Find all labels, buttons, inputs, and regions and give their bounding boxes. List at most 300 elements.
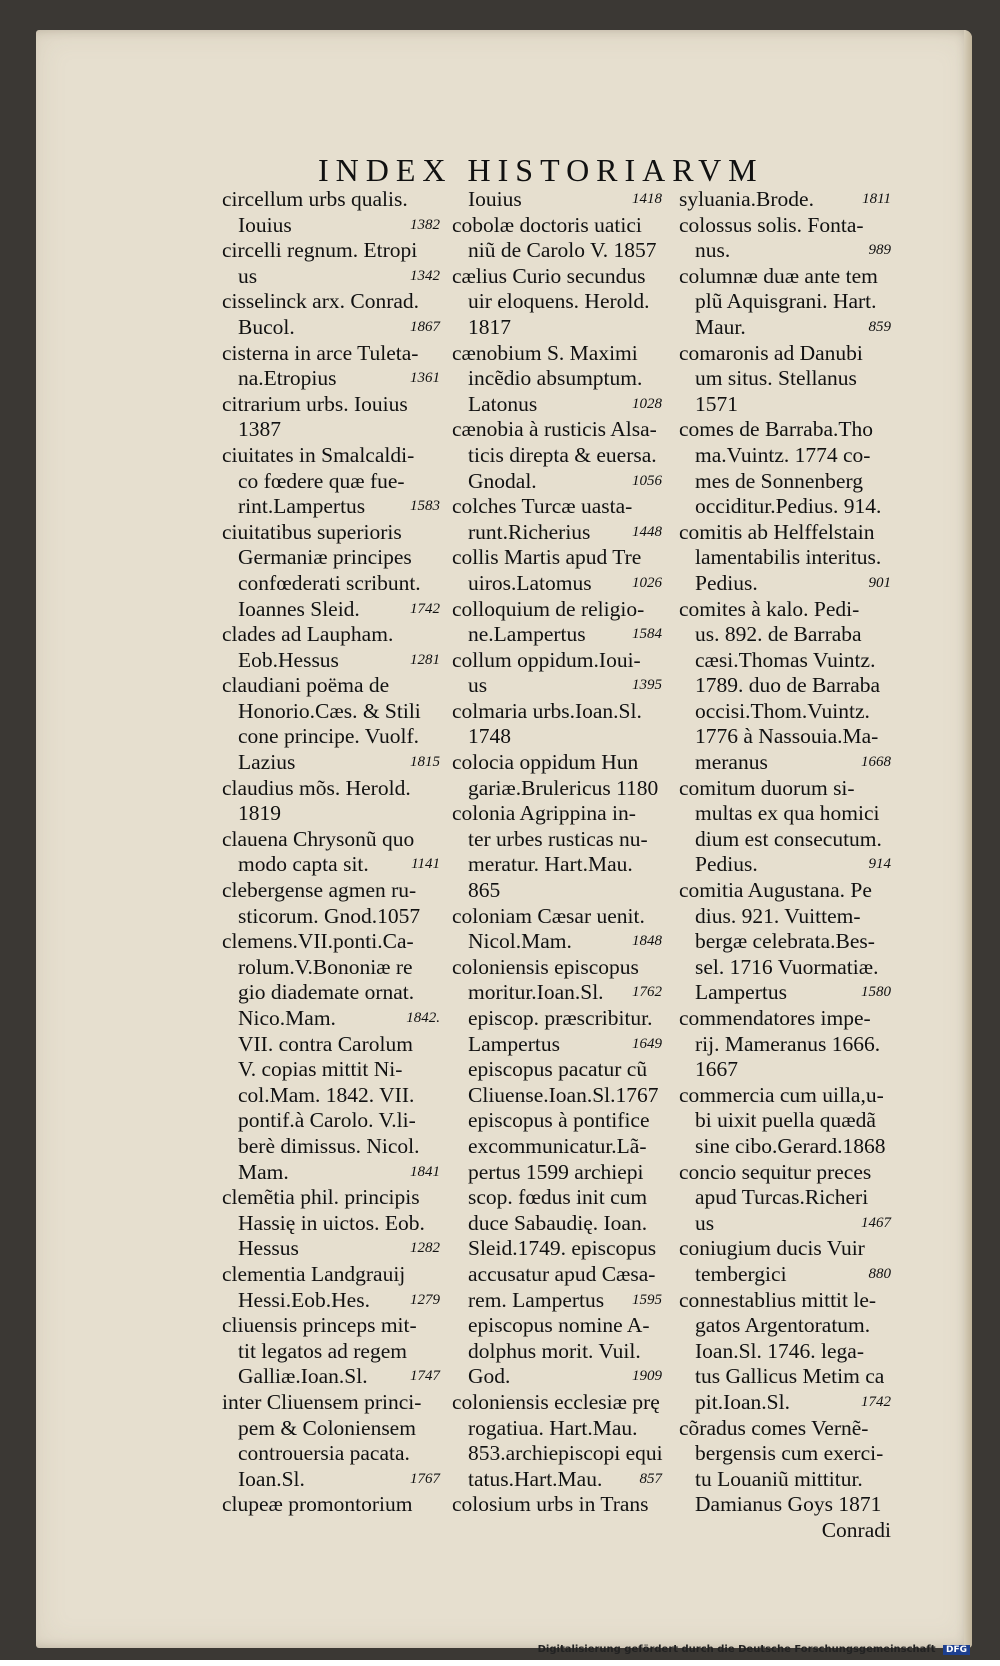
index-entry-line — [679, 366, 891, 392]
entry-page-number: 1382 — [410, 216, 440, 233]
index-entry-line — [679, 955, 891, 981]
index-entry-line — [222, 443, 440, 469]
entry-text: God. — [468, 1364, 511, 1389]
entry-text: pit.Ioan.Sl. — [695, 1389, 790, 1414]
entry-text: plũ Aquisgrani. Hart. — [695, 289, 877, 314]
index-entry-line — [222, 878, 440, 904]
index-entry-line — [679, 289, 891, 315]
entry-text: gariæ.Brulericus 1180 — [468, 775, 659, 800]
entry-text: sticorum. Gnod.1057 — [238, 903, 421, 928]
index-entry-line — [452, 238, 662, 264]
index-entry-line — [679, 980, 891, 1006]
index-entry-line — [222, 1108, 440, 1134]
entry-text: commercia cum uilla,u- — [679, 1082, 884, 1107]
index-entry-line — [222, 315, 440, 341]
index-entry-line — [679, 724, 891, 750]
entry-text: 1817 — [468, 314, 511, 339]
index-entry-line — [679, 571, 891, 597]
index-entry-line — [222, 801, 440, 827]
entry-text: occiditur.Pedius. 914. — [695, 494, 882, 519]
entry-text: clementia Landgrauij — [222, 1261, 406, 1286]
entry-text: Mam. — [238, 1159, 289, 1184]
index-entry-line — [679, 904, 891, 930]
index-entry-line — [222, 827, 440, 853]
entry-text: meranus — [695, 750, 768, 775]
index-entry-line — [222, 673, 440, 699]
index-entry-line — [452, 1339, 662, 1365]
entry-text: sine cibo.Gerard.1868 — [695, 1133, 886, 1158]
index-entry-line — [222, 417, 440, 443]
entry-text: dium est consecutum. — [695, 826, 882, 851]
index-entry-line — [222, 289, 440, 315]
index-entry-line — [452, 1492, 662, 1518]
entry-text: colloquium de religio- — [452, 596, 645, 621]
index-entry-line — [452, 213, 662, 239]
index-entry-line — [222, 699, 440, 725]
entry-text: confœderati scribunt. — [238, 570, 421, 595]
index-entry-line — [679, 520, 891, 546]
index-entry-line — [452, 520, 662, 546]
index-entry-line — [679, 1134, 891, 1160]
entry-text: na.Etropius — [238, 366, 337, 391]
entry-text: 853.archiepiscopi equi — [468, 1441, 663, 1466]
entry-text: Hassię in uictos. Eob. — [238, 1210, 425, 1235]
entry-page-number: 1580 — [861, 984, 891, 1001]
index-entry-line — [452, 827, 662, 853]
entry-text: coniugium ducis Vuir — [679, 1236, 865, 1261]
entry-text: controuersia pacata. — [238, 1441, 410, 1466]
entry-page-number: 914 — [868, 856, 891, 873]
entry-text: ciuitatibus superioris — [222, 519, 402, 544]
entry-text: circelli regnum. Etropi — [222, 238, 418, 263]
entry-text: cæsi.Thomas Vuintz. — [695, 647, 876, 672]
entry-text: Bucol. — [238, 314, 295, 339]
index-entry-line — [452, 315, 662, 341]
entry-page-number: 1595 — [632, 1291, 662, 1308]
index-entry-line — [452, 1364, 662, 1390]
index-entry-line — [222, 238, 440, 264]
entry-text: circellum urbs qualis. — [222, 187, 408, 211]
entry-text: Lampertus — [468, 1031, 560, 1056]
index-entry-line — [679, 1390, 891, 1416]
entry-text: Hessi.Eob.Hes. — [238, 1287, 370, 1312]
entry-text: rint.Lampertus — [238, 494, 366, 519]
index-entry-line — [679, 1211, 891, 1237]
index-entry-line — [222, 264, 440, 290]
index-entry-line — [452, 1313, 662, 1339]
index-entry-line — [222, 904, 440, 930]
entry-text: 1776 à Nassouia.Ma- — [695, 724, 879, 749]
entry-text: Lazius — [238, 750, 296, 775]
entry-page-number: 1448 — [632, 523, 662, 540]
entry-page-number: 1848 — [632, 933, 662, 950]
entry-text: 1387 — [238, 417, 281, 442]
entry-text: accusatur apud Cæsa- — [468, 1261, 656, 1286]
index-entry-line — [452, 1288, 662, 1314]
entry-text: comaronis ad Danubi — [679, 340, 863, 365]
index-entry-line — [452, 724, 662, 750]
index-entry-line — [222, 1006, 440, 1032]
entry-page-number: 1395 — [632, 677, 662, 694]
entry-text: tembergici — [695, 1261, 787, 1286]
entry-page-number: 1762 — [632, 984, 662, 1001]
index-entry-line — [452, 1108, 662, 1134]
index-entry-line — [452, 1416, 662, 1442]
entry-text: occisi.Thom.Vuintz. — [695, 698, 870, 723]
entry-page-number: 1815 — [410, 754, 440, 771]
entry-text: Gnodal. — [468, 468, 537, 493]
entry-text: modo capta sit. — [238, 852, 369, 877]
index-entry-line — [222, 1364, 440, 1390]
index-entry-line — [679, 1364, 891, 1390]
entry-text: bergæ celebrata.Bes- — [695, 929, 875, 954]
index-entry-line — [679, 1032, 891, 1058]
index-entry-line — [222, 1492, 440, 1518]
index-entry-line — [222, 1083, 440, 1109]
entry-page-number: 1026 — [632, 574, 662, 591]
index-entry-line — [679, 1236, 891, 1262]
index-entry-line — [452, 469, 662, 495]
index-entry-line — [222, 469, 440, 495]
index-entry-line — [679, 1288, 891, 1314]
index-entry-line — [679, 1416, 891, 1442]
entry-text: clauena Chrysonũ quo — [222, 826, 415, 851]
entry-page-number: 859 — [868, 318, 891, 335]
index-entry-line — [222, 1288, 440, 1314]
entry-text: coloniensis ecclesiæ prę — [452, 1389, 660, 1414]
entry-text: uir eloquens. Herold. — [468, 289, 650, 314]
index-entry-line — [679, 827, 891, 853]
entry-text: tu Louaniũ mittitur. — [695, 1466, 863, 1491]
index-entry-line — [452, 443, 662, 469]
entry-text: Sleid.1749. episcopus — [468, 1236, 657, 1261]
index-entry-line — [222, 341, 440, 367]
entry-page-number: 1649 — [632, 1035, 662, 1052]
index-entry-line — [452, 1083, 662, 1109]
entry-text: colosium urbs in Trans — [452, 1492, 649, 1517]
entry-page-number: 1584 — [632, 626, 662, 643]
index-entry-line — [452, 417, 662, 443]
index-entry-line — [452, 929, 662, 955]
index-entry-line — [222, 929, 440, 955]
entry-text: cliuensis princeps mit- — [222, 1313, 417, 1338]
index-entry-line — [222, 980, 440, 1006]
index-entry-line — [452, 878, 662, 904]
entry-text: lamentabilis interitus. — [695, 545, 882, 570]
entry-text: meratur. Hart.Mau. — [468, 852, 633, 877]
index-entry-line — [452, 494, 662, 520]
entry-page-number: 989 — [868, 242, 891, 259]
entry-text: gatos Argentoratum. — [695, 1313, 871, 1338]
index-entry-line — [452, 750, 662, 776]
index-entry-line — [452, 1160, 662, 1186]
index-entry-line — [222, 852, 440, 878]
index-entry-line — [452, 622, 662, 648]
entry-text: clebergense agmen ru- — [222, 878, 417, 903]
entry-text: colocia oppidum Hun — [452, 750, 639, 775]
index-entry-line — [452, 1467, 662, 1493]
entry-page-number: 1841 — [410, 1163, 440, 1180]
entry-text: rem. Lampertus — [468, 1287, 605, 1312]
index-entry-line — [222, 1134, 440, 1160]
index-entry-line — [679, 1313, 891, 1339]
entry-text: duce Sabaudię. Ioan. — [468, 1210, 648, 1235]
entry-text: excommunicatur.Lã- — [468, 1133, 647, 1158]
entry-text: 1748 — [468, 724, 511, 749]
entry-text: nus. — [695, 238, 731, 263]
entry-text: Nico.Mam. — [238, 1006, 336, 1030]
index-entry-line — [679, 1083, 891, 1109]
entry-text: uiros.Latomus — [468, 570, 592, 595]
entry-text: episcopus pacatur cũ — [468, 1057, 648, 1082]
index-entry-line — [222, 1160, 440, 1186]
index-entry-line — [679, 1057, 891, 1083]
entry-text: 1667 — [695, 1057, 738, 1082]
entry-text: Iouius — [468, 187, 522, 211]
entry-text: us — [695, 1210, 715, 1235]
entry-text: claudius mõs. Herold. — [222, 775, 411, 800]
index-entry-line — [452, 980, 662, 1006]
entry-text: pontif.à Carolo. V.li- — [238, 1108, 416, 1133]
entry-text: Germaniæ principes — [238, 545, 412, 570]
entry-text: episcopus à pontifice — [468, 1108, 650, 1133]
entry-text: colmaria urbs.Ioan.Sl. — [452, 698, 642, 723]
index-entry-line — [222, 392, 440, 418]
entry-text: 1819 — [238, 801, 281, 826]
entry-page-number: 1279 — [410, 1291, 440, 1308]
index-entry-line — [679, 1339, 891, 1365]
index-entry-line — [679, 1160, 891, 1186]
entry-page-number: 1742 — [410, 600, 440, 617]
entry-page-number: 1056 — [632, 472, 662, 489]
entry-text: rolum.V.Bononiæ re — [238, 954, 413, 979]
index-entry-line — [452, 801, 662, 827]
entry-text: Eob.Hessus — [238, 647, 339, 672]
footer-bar — [0, 1660, 1000, 1666]
entry-text: multas ex qua homici — [695, 801, 880, 826]
entry-text: Conradi — [821, 1517, 891, 1542]
index-entry-line — [452, 699, 662, 725]
entry-text: comites à kalo. Pedi- — [679, 596, 860, 621]
entry-text: Nicol.Mam. — [468, 929, 572, 954]
entry-page-number: 1361 — [410, 370, 440, 387]
entry-text: comes de Barraba.Tho — [679, 417, 874, 442]
index-entry-line — [679, 673, 891, 699]
index-entry-line — [452, 545, 662, 571]
entry-page-number: 1418 — [632, 191, 662, 207]
entry-text: us. 892. de Barraba — [695, 622, 862, 647]
index-entry-line — [222, 571, 440, 597]
entry-text: collis Martis apud Tre — [452, 545, 642, 570]
entry-text: Cliuense.Ioan.Sl.1767 — [468, 1082, 659, 1107]
entry-text: rogatiua. Hart.Mau. — [468, 1415, 638, 1440]
entry-text: rij. Mameranus 1666. — [695, 1031, 881, 1056]
index-entry-line — [222, 545, 440, 571]
entry-text: col.Mam. 1842. VII. — [238, 1082, 415, 1107]
entry-text: ticis direpta & euersa. — [468, 442, 657, 467]
entry-text: mes de Sonnenberg — [695, 468, 863, 493]
entry-text: clades ad Laupham. — [222, 622, 394, 647]
index-entry-line — [679, 1518, 891, 1544]
index-entry-line — [222, 1262, 440, 1288]
index-entry-line — [679, 878, 891, 904]
entry-text: clemẽtia phil. principis — [222, 1185, 420, 1210]
entry-text: 865 — [468, 878, 501, 903]
footer-credit — [538, 1644, 970, 1655]
entry-page-number: 1583 — [410, 498, 440, 515]
entry-page-number: 1909 — [632, 1368, 662, 1385]
entry-text: tit legatos ad regem — [238, 1338, 407, 1363]
entry-text: comitia Augustana. Pe — [679, 878, 872, 903]
index-entry-line — [452, 366, 662, 392]
index-entry-line — [222, 213, 440, 239]
index-entry-line — [452, 597, 662, 623]
entry-text: cænobium S. Maximi — [452, 340, 638, 365]
entry-text: cisterna in arce Tuleta- — [222, 340, 419, 365]
index-entry-line — [679, 648, 891, 674]
index-entry-line — [452, 1390, 662, 1416]
entry-page-number: 1742 — [861, 1393, 891, 1410]
entry-text: ne.Lampertus — [468, 622, 586, 647]
entry-text: 1789. duo de Barraba — [695, 673, 881, 698]
entry-text: pem & Coloniensem — [238, 1415, 416, 1440]
index-entry-line — [452, 1185, 662, 1211]
index-entry-line — [679, 776, 891, 802]
entry-text: coloniensis episcopus — [452, 954, 639, 979]
index-entry-line — [222, 597, 440, 623]
index-entry-line — [222, 1236, 440, 1262]
entry-page-number: 1668 — [861, 754, 891, 771]
index-column-2 — [452, 187, 662, 1518]
entry-page-number: 1028 — [632, 395, 662, 412]
index-entry-line — [452, 1032, 662, 1058]
entry-text: clupeæ promontorium — [222, 1492, 413, 1517]
entry-text: cobolæ doctoris uatici — [452, 212, 642, 237]
index-entry-line — [679, 443, 891, 469]
index-entry-line — [679, 545, 891, 571]
entry-text: Honorio.Cæs. & Stili — [238, 698, 421, 723]
entry-text: ter urbes rusticas nu- — [468, 826, 648, 851]
entry-text: citrarium urbs. Iouius — [222, 391, 408, 416]
index-entry-line — [222, 776, 440, 802]
entry-text: bi uixit puella quædã — [695, 1108, 876, 1133]
entry-text: us — [468, 673, 488, 698]
entry-text: gio diademate ornat. — [238, 980, 415, 1005]
entry-page-number: 1842. — [406, 1010, 440, 1026]
index-entry-line — [452, 648, 662, 674]
index-entry-line — [679, 469, 891, 495]
index-column-1 — [222, 187, 440, 1518]
index-entry-line — [679, 622, 891, 648]
index-entry-line — [679, 238, 891, 264]
entry-page-number: 1767 — [410, 1470, 440, 1487]
entry-text: connestablius mittit le- — [679, 1287, 877, 1312]
entry-text: colches Turcæ uasta- — [452, 494, 633, 519]
entry-text: apud Turcas.Richeri — [695, 1185, 869, 1210]
entry-text: Pedius. — [695, 570, 758, 595]
entry-text: episcop. præscribitur. — [468, 1006, 653, 1030]
index-entry-line — [679, 264, 891, 290]
entry-text: coloniam Cæsar uenit. — [452, 903, 645, 928]
entry-text: commendatores impe- — [679, 1006, 871, 1030]
index-entry-line — [679, 1006, 891, 1032]
entry-text: collum oppidum.Ioui- — [452, 647, 641, 672]
index-entry-line — [679, 597, 891, 623]
index-entry-line — [679, 392, 891, 418]
entry-text: scop. fœdus init cum — [468, 1185, 648, 1210]
index-entry-line — [222, 622, 440, 648]
index-entry-line — [452, 264, 662, 290]
entry-text: Pedius. — [695, 852, 758, 877]
index-entry-line — [679, 1262, 891, 1288]
index-entry-line — [452, 1211, 662, 1237]
entry-text: colonia Agrippina in- — [452, 801, 636, 826]
index-entry-line — [679, 852, 891, 878]
entry-text: cisselinck arx. Conrad. — [222, 289, 420, 314]
index-entry-line — [679, 315, 891, 341]
entry-text: runt.Richerius — [468, 519, 591, 544]
entry-text: incẽdio absumptum. — [468, 366, 643, 391]
index-entry-line — [679, 187, 891, 213]
entry-text: comitis ab Helffelstain — [679, 519, 875, 544]
index-entry-line — [679, 801, 891, 827]
index-entry-line — [679, 1492, 891, 1518]
entry-text: 1571 — [695, 391, 738, 416]
index-entry-line — [452, 1006, 662, 1032]
entry-text: ma.Vuintz. 1774 co- — [695, 442, 871, 467]
index-entry-line — [679, 213, 891, 239]
entry-text: sel. 1716 Vuormatiæ. — [695, 954, 879, 979]
entry-text: niũ de Carolo V. 1857 — [468, 238, 657, 263]
entry-page-number: 1747 — [410, 1368, 440, 1385]
entry-text: dius. 921. Vuittem- — [695, 903, 861, 928]
index-entry-line — [222, 1057, 440, 1083]
index-entry-line — [222, 724, 440, 750]
entry-text: cænobia à rusticis Alsa- — [452, 417, 657, 442]
entry-text: inter Cliuensem princi- — [222, 1389, 422, 1414]
page-title: INDEX HISTORIARVM — [318, 152, 764, 188]
index-entry-line — [222, 1185, 440, 1211]
index-entry-line — [222, 1032, 440, 1058]
entry-page-number: 1342 — [410, 267, 440, 284]
entry-text: Maur. — [695, 314, 746, 339]
entry-text: colossus solis. Fonta- — [679, 212, 864, 237]
entry-page-number: 1467 — [861, 1214, 891, 1231]
entry-text: V. copias mittit Ni- — [238, 1057, 403, 1082]
index-entry-line — [222, 366, 440, 392]
index-entry-line — [679, 1441, 891, 1467]
entry-page-number: 1281 — [410, 651, 440, 668]
index-entry-line — [222, 1211, 440, 1237]
index-entry-line — [679, 929, 891, 955]
entry-text: cælius Curio secundus — [452, 263, 646, 288]
entry-page-number: 1811 — [862, 191, 891, 207]
entry-text: berè dimissus. Nicol. — [238, 1133, 420, 1158]
entry-text: tus Gallicus Metim ca — [695, 1364, 885, 1389]
entry-text: columnæ duæ ante tem — [679, 263, 878, 288]
index-entry-line — [452, 289, 662, 315]
index-entry-line — [222, 1339, 440, 1365]
entry-text: Hessus — [238, 1236, 299, 1261]
index-entry-line — [222, 648, 440, 674]
entry-text: dolphus morit. Vuil. — [468, 1338, 641, 1363]
index-entry-line — [452, 1441, 662, 1467]
entry-text: bergensis cum exerci- — [695, 1441, 884, 1466]
entry-text: Ioannes Sleid. — [238, 596, 360, 621]
index-entry-line — [452, 904, 662, 930]
index-column-3 — [679, 187, 891, 1543]
dfg-logo: DFG — [943, 1645, 970, 1655]
